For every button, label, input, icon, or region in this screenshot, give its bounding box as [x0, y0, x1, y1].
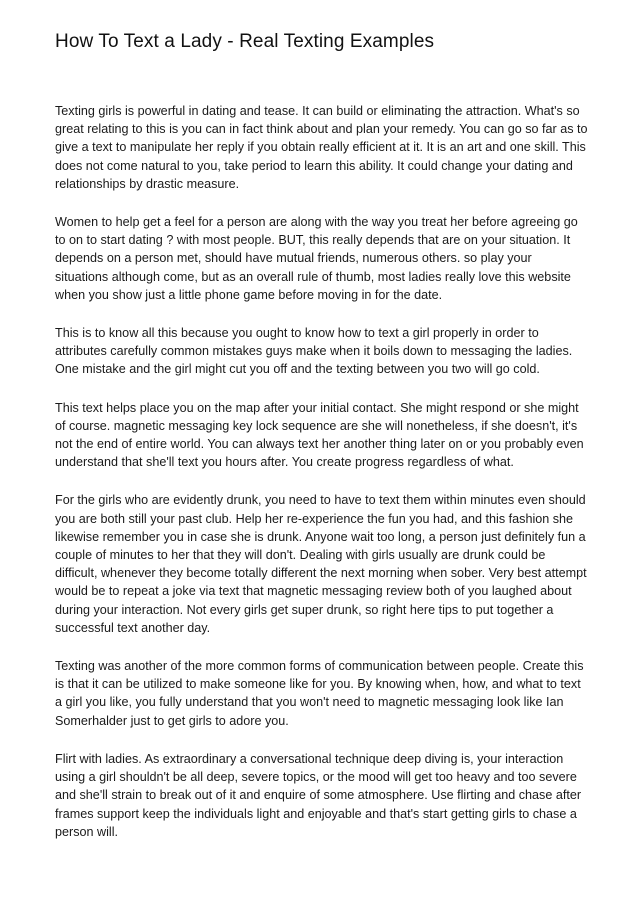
paragraph: This text helps place you on the map after your initial contact. She might respond or she might of course. magnetic messaging key lock sequence are she will nonetheless, if she doesn't, it's not the end of entire world. You can always text her another thing later on or you probably even understand that she'll text you hours after. You create progress regardless of what. [55, 400, 584, 470]
paragraph: Texting was another of the more common forms of communication between people. Create this is that it can be utilized to make someone like for you. By knowing when, how, and what to text a girl you like, you fully understand that you won't need to magnetic messaging look like Ian Somerhalder just to get girls to adore you. [55, 659, 584, 728]
paragraph: Texting girls is powerful in dating and tease. It can build or eliminating the attraction. What's so great relating to this is you can in fact think about and plan your remedy. You can go so far as to give a text to manipulate her reply if you obtain really efficient at it. It is an art and one skill. This does not come natural to you, take period to learn this ability. It could change your dating and relationships by drastic measure. [55, 104, 588, 191]
paragraph: This is to know all this because you ought to know how to text a girl properly in order to attributes carefully common mistakes guys make when it boils down to messaging the ladies. One mistake and the girl might cut you off and the texting between you two will go cold. [55, 326, 573, 377]
article-body [55, 102, 588, 841]
paragraph: For the girls who are evidently drunk, you need to have to text them within minutes even should you are both still your past club. Help her re-experience the fun you had, and this fashion she likewise remember you in case she is drunk. Anyone wait too long, a person just definitely fun a couple of minutes to her that they will don't. Dealing with girls usually are drunk could be difficult, whenever they become totally different the next morning when sober. Very best attempt would be to repeat a joke via text that magnetic messaging review both of you laughed about during your interaction. Not every girls get super drunk, so right here tips to put together a successful text another day. [55, 493, 587, 635]
page-title: How To Text a Lady - Real Texting Examples [55, 31, 435, 52]
paragraph: Flirt with ladies. As extraordinary a conversational technique deep diving is, your interaction using a girl shouldn't be all deep, severe topics, or the mood will get too heavy and too severe and she'll strain to break out of it and enquire of some atmosphere. Use flirting and chase after frames support keep the individuals light and enjoyable and that's start getting girls to chase a person will. [55, 751, 582, 839]
paragraph: Women to help get a feel for a person are along with the way you treat her before agreeing go to on to start dating ? with most people. BUT, this really depends that are on your situation. It depends on a person met, should have mutual friends, numerous others. so play your situations although come, but as an overall rule of thumb, most ladies really love this website when you show just a little phone game before moving in for the date. [55, 215, 578, 302]
